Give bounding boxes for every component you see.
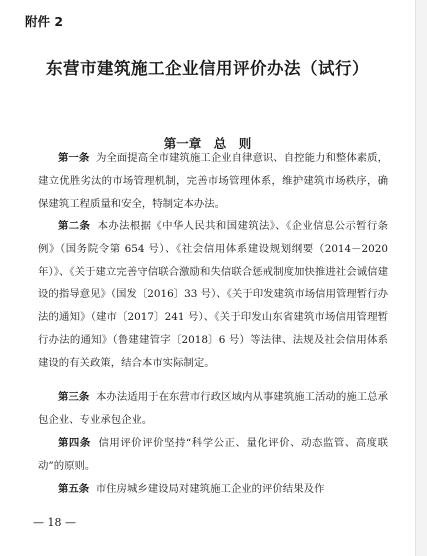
- article-number: 第三条: [58, 391, 90, 403]
- article-number: 第五条: [58, 483, 90, 495]
- article-text: 本办法根据《中华人民共和国建筑法》、《企业信息公示暂行条例》（国务院令第 654 号）、《社会信用体系建设规划纲要（2014－2020 年）》、《关于建立完善守信联合激励和失信联合惩戒制度加快推进社会诚信建设的指导意见》（国发〔2016〕33 号）、《关于印发建筑市场信用管理暂行办法的通知》（建市〔2017〕241 号）、《关于印发山东省建筑市场信用管理暂行办法的通知》（鲁建建管字〔2018〕6 号）等法律、法规及社会信用体系建设的有关政策，结合本市实际制定。: [38, 220, 389, 369]
- article-number: 第四条: [58, 437, 91, 449]
- article-text: 为全面提高全市建筑施工企业自律意识、自控能力和整体素质，建立优胜劣汰的市场管理机制，完善市场管理体系，维护建筑市场秩序，确保建筑工程质量和安全，特制定本办法。: [38, 152, 388, 210]
- article-2: [38, 215, 388, 375]
- chapter-heading: 第一章 总 则: [163, 136, 252, 151]
- article-text: 本办法适用于在东营市行政区域内从事建筑施工活动的施工总承包企业、专业承包企业。: [38, 391, 388, 426]
- article-text: 信用评价评价坚持“科学公正、量化评价、动态监管、高度联动”的原则。: [38, 437, 388, 472]
- article-4: [38, 432, 388, 478]
- article-number: 第二条: [58, 220, 91, 232]
- attachment-label: 附件 2: [25, 14, 64, 29]
- document-title: 东营市建筑施工企业信用评价办法（试行）: [46, 59, 369, 78]
- article-text: 市住房城乡建设局对建筑施工企业的评价结果及作: [95, 483, 325, 495]
- page-edge: [415, 0, 427, 556]
- article-5: [38, 478, 388, 501]
- page-number: — 18 —: [33, 516, 76, 529]
- article-1: [38, 147, 388, 215]
- article-number: 第一条: [58, 152, 90, 164]
- article-3: [38, 386, 388, 432]
